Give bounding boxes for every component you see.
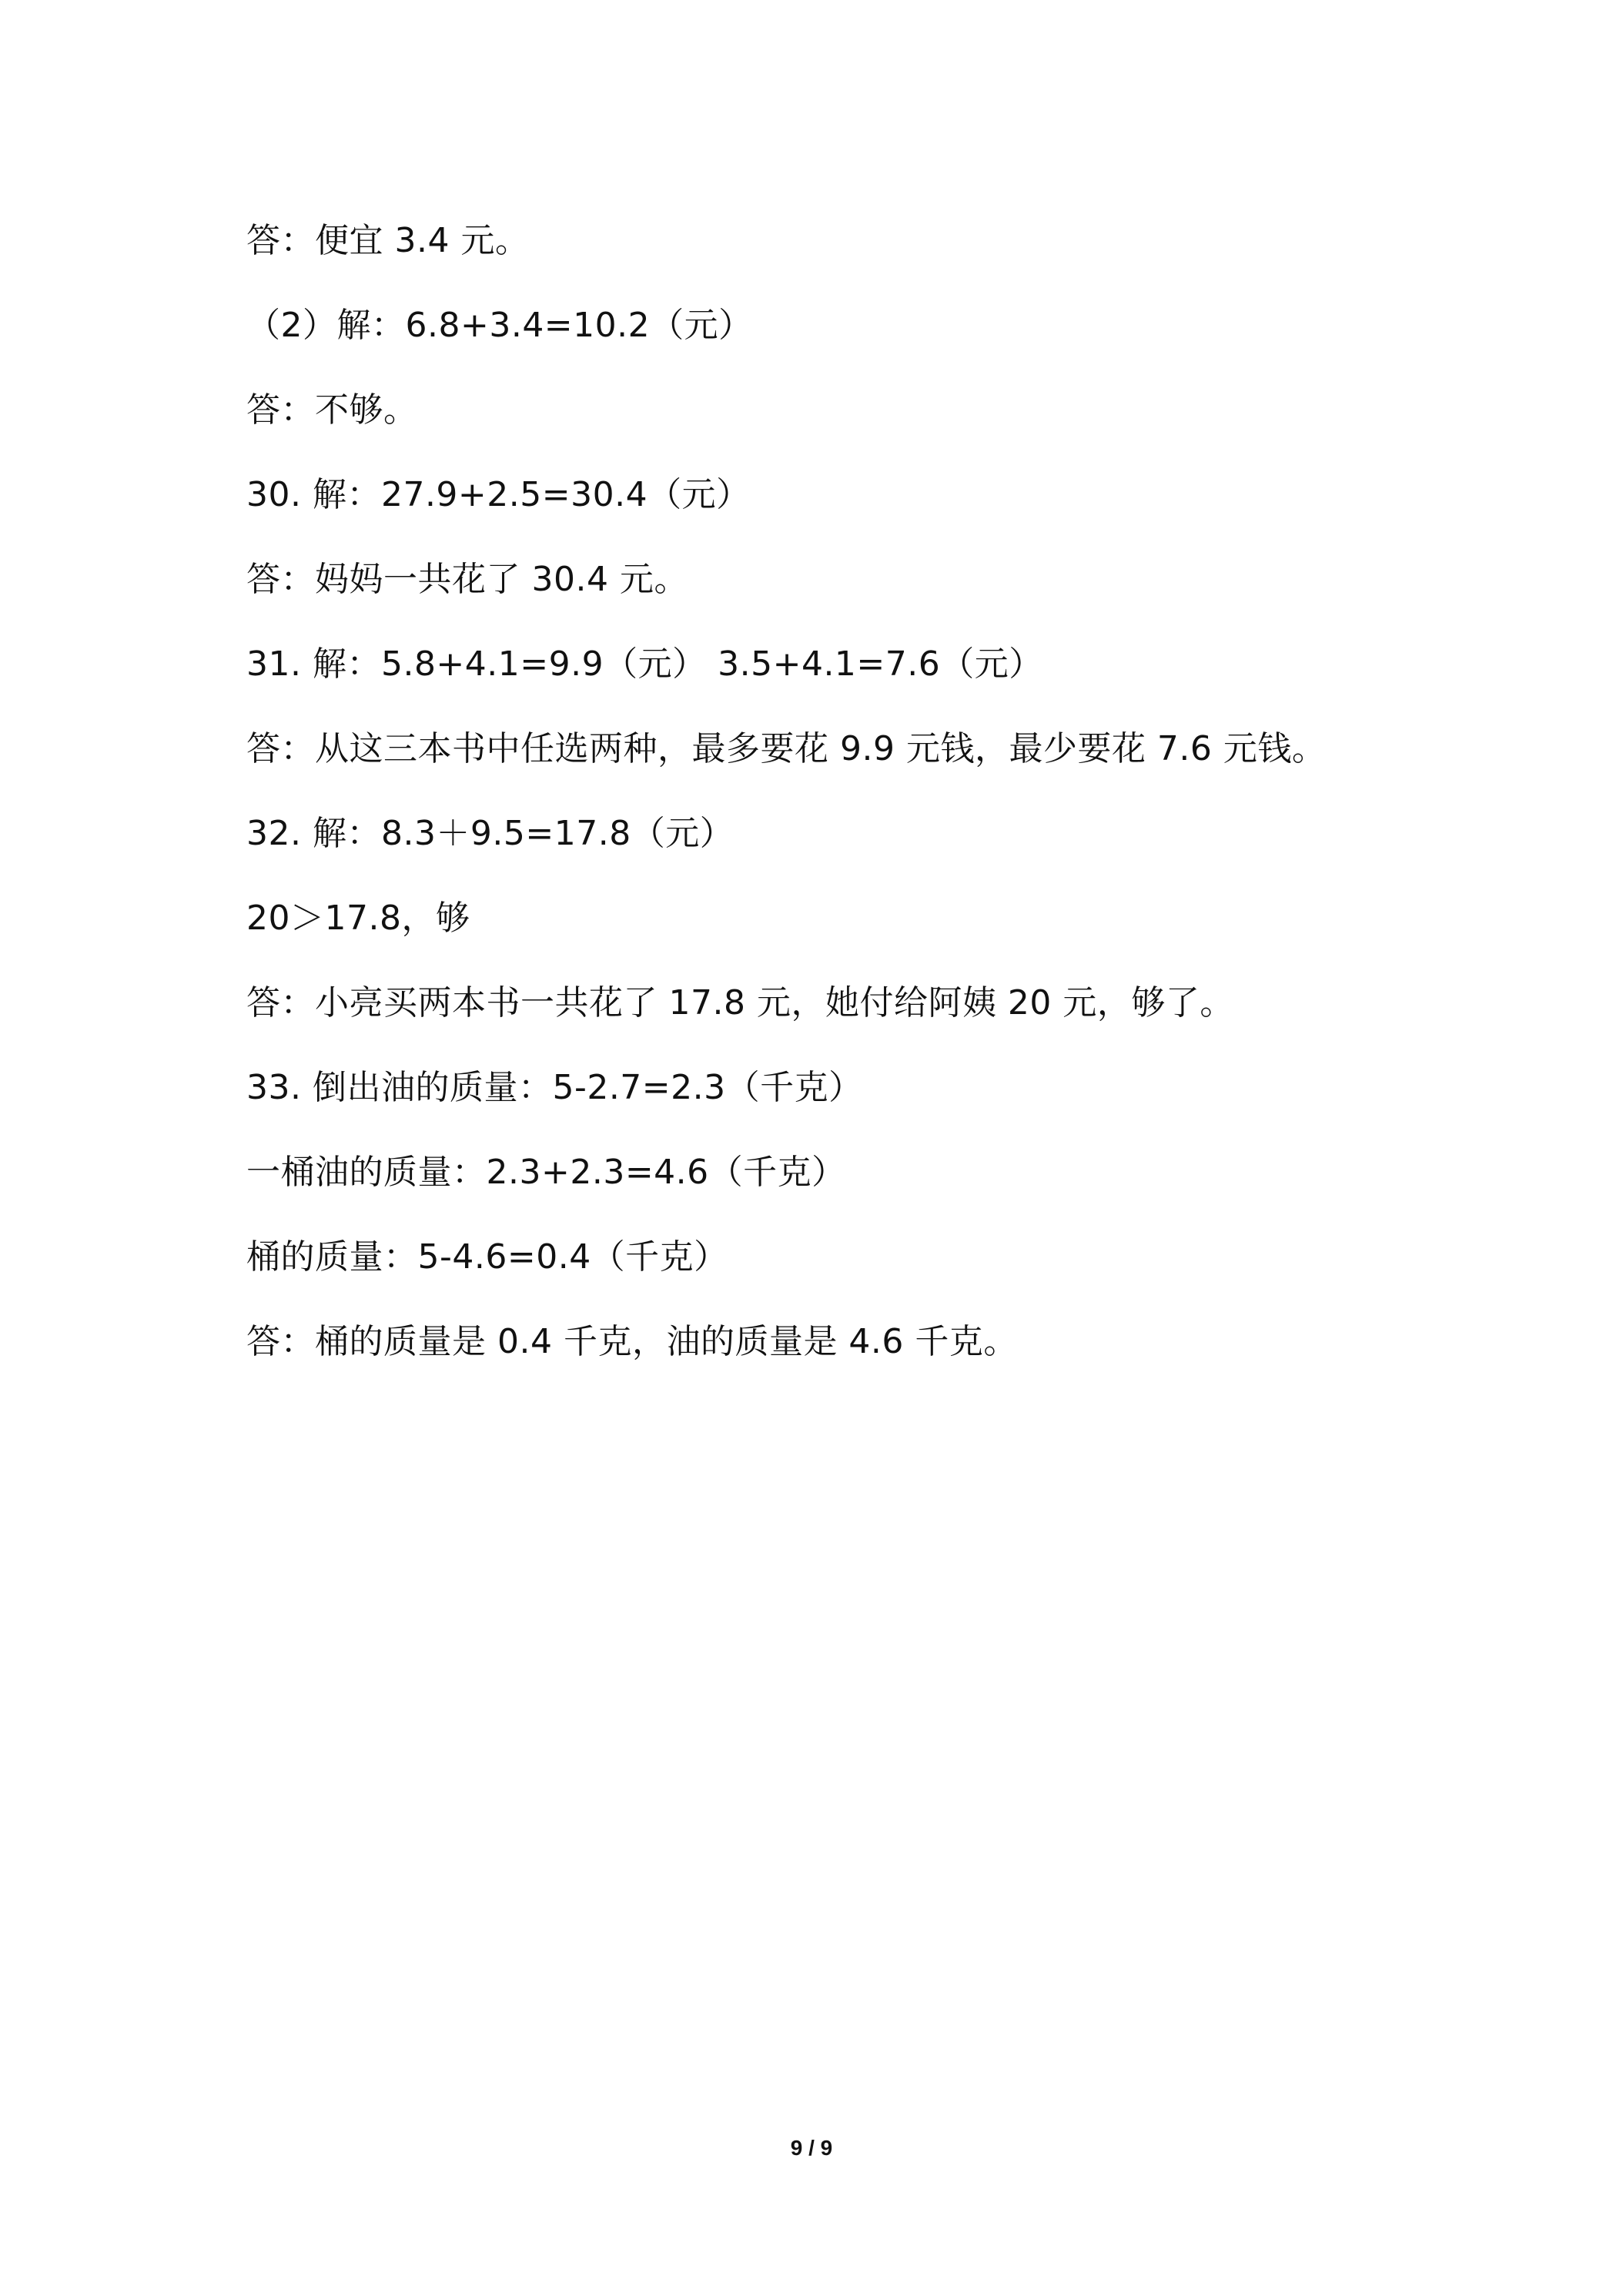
answer-line-11: 33. 倒出油的质量：5-2.7=2.3（千克）: [246, 1068, 863, 1107]
answer-line-10: 答：小亮买两本书一共花了 17.8 元，她付给阿姨 20 元，够了。: [246, 983, 1234, 1022]
answer-line-9: 20＞17.8，够: [246, 899, 470, 938]
answer-line-8: 32. 解：8.3＋9.5=17.8（元）: [246, 814, 735, 853]
answer-line-14: 答：桶的质量是 0.4 千克，油的质量是 4.6 千克。: [246, 1322, 1018, 1361]
answer-line-4: 30. 解：27.9+2.5=30.4（元）: [246, 475, 751, 514]
answer-line-1: 答：便宜 3.4 元。: [246, 221, 530, 260]
answer-line-3: 答：不够。: [246, 390, 418, 430]
answer-line-5: 答：妈妈一共花了 30.4 元。: [246, 560, 688, 599]
answer-line-7: 答：从这三本书中任选两种，最多要花 9.9 元钱，最少要花 7.6 元钱。: [246, 729, 1327, 768]
answer-content: [246, 214, 1447, 1400]
page-number: 9 / 9: [790, 2136, 833, 2160]
answer-line-13: 桶的质量：5-4.6=0.4（千克）: [246, 1237, 728, 1277]
answer-line-2: （2）解：6.8+3.4=10.2（元）: [246, 306, 753, 345]
answer-line-6: 31. 解：5.8+4.1=9.9（元） 3.5+4.1=7.6（元）: [246, 644, 1043, 684]
answer-line-12: 一桶油的质量：2.3+2.3=4.6（千克）: [246, 1153, 846, 1192]
